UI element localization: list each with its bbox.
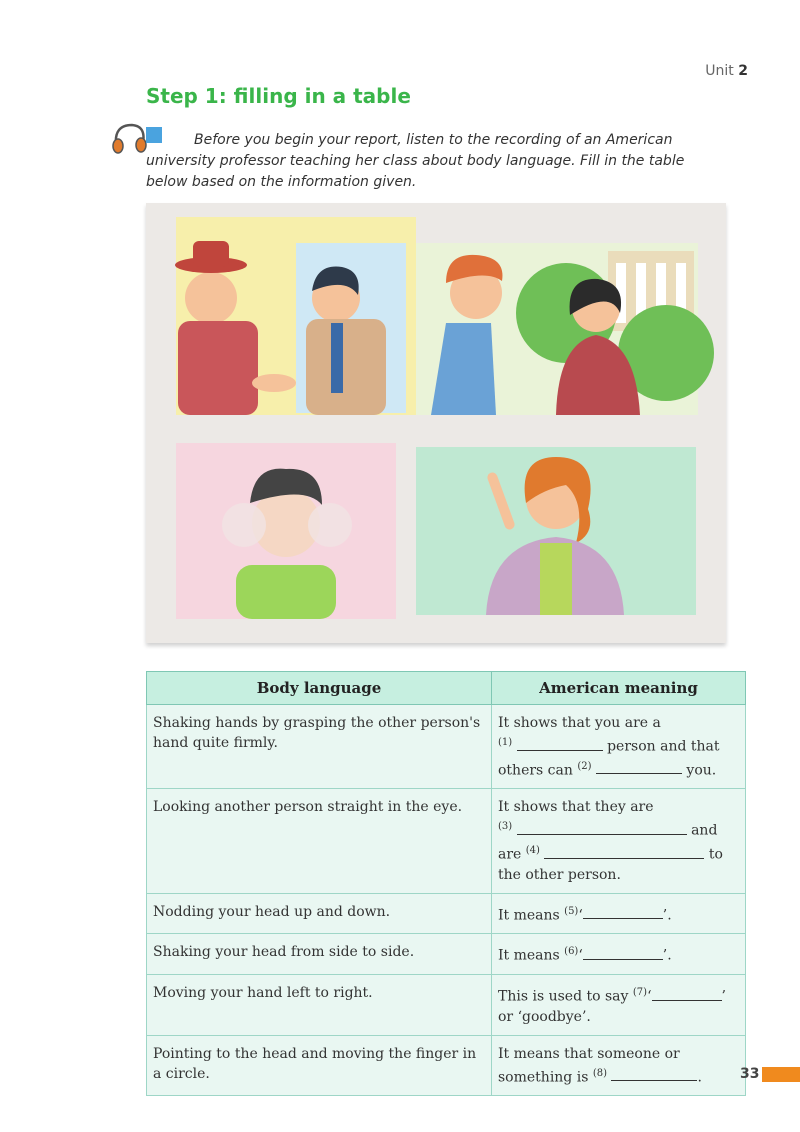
blank-number: (4) (525, 844, 540, 856)
unit-label: Unit 2 (705, 63, 748, 79)
blank-number: (1) (498, 737, 513, 748)
page-number-bar (762, 1067, 800, 1082)
headphones-icon (113, 125, 146, 153)
header-body-language: Body language (147, 672, 492, 705)
table-row (147, 705, 746, 789)
meaning-cell: It means $^{(5)}$‘ ’. (492, 893, 746, 934)
answer-blank-2[interactable] (596, 759, 682, 774)
body-language-cell: Pointing to the head and moving the finger in a circle. (147, 1035, 492, 1096)
blank-number: (6) (564, 946, 579, 958)
blank-number: (3) (498, 821, 513, 833)
body-language-cell: Moving your hand left to right. (147, 974, 492, 1035)
table-row (147, 893, 746, 934)
answer-blank-5[interactable] (583, 904, 663, 919)
instructions-text: Before you begin your report, listen to the recording of an American university professor teaching her class about body language. Fill in the table below based on the information given. (146, 132, 685, 190)
meaning-cell: It shows that they are $^{(3)}$ and are $^{(4)}$ to the other person. (492, 789, 746, 893)
answer-blank-6[interactable] (583, 945, 663, 960)
body-language-cell: Shaking your head from side to side. (147, 934, 492, 975)
page-number: 33 (740, 1066, 760, 1082)
meaning-cell: It means $^{(6)}$‘ ’. (492, 934, 746, 975)
table-header-row (147, 672, 746, 705)
answer-blank-7[interactable] (652, 986, 722, 1001)
answer-blank-1[interactable] (517, 736, 603, 751)
table-row (147, 1035, 746, 1096)
table-row (147, 934, 746, 975)
answer-blank-8[interactable] (611, 1066, 697, 1081)
answer-blank-4[interactable] (544, 844, 704, 859)
handshake-picture (175, 217, 416, 415)
eye-contact-picture (416, 243, 714, 415)
step-title: Step 1: filling in a table (146, 84, 411, 108)
unit-number: 2 (738, 63, 748, 79)
blank-number: (5) (564, 905, 579, 917)
body-language-cell: Nodding your head up and down. (147, 893, 492, 934)
table-row (147, 789, 746, 893)
head-shake-picture (176, 443, 396, 619)
table-row (147, 974, 746, 1035)
meaning-cell: It shows that you are a $^{(1)}$ person and that others can $^{(2)}$ you. (492, 705, 746, 789)
body-language-table (146, 671, 746, 1096)
finger-to-head-picture (416, 447, 696, 615)
body-language-cell: Looking another person straight in the eye. (147, 789, 492, 893)
header-american-meaning: American meaning (492, 672, 746, 705)
blank-number: (8) (592, 1067, 608, 1079)
body-language-cell: Shaking hands by grasping the other person's hand quite firmly. (147, 705, 492, 789)
answer-blank-3[interactable] (517, 820, 687, 835)
body-language-illustration (146, 203, 726, 643)
blank-number: (7) (632, 986, 648, 998)
blank-number: (2) (577, 760, 592, 772)
meaning-cell: It means that someone or something is $^{(8)}$ . (492, 1035, 746, 1096)
meaning-cell: This is used to say $^{(7)}$‘ ’ or ‘goodbye’. (492, 974, 746, 1035)
